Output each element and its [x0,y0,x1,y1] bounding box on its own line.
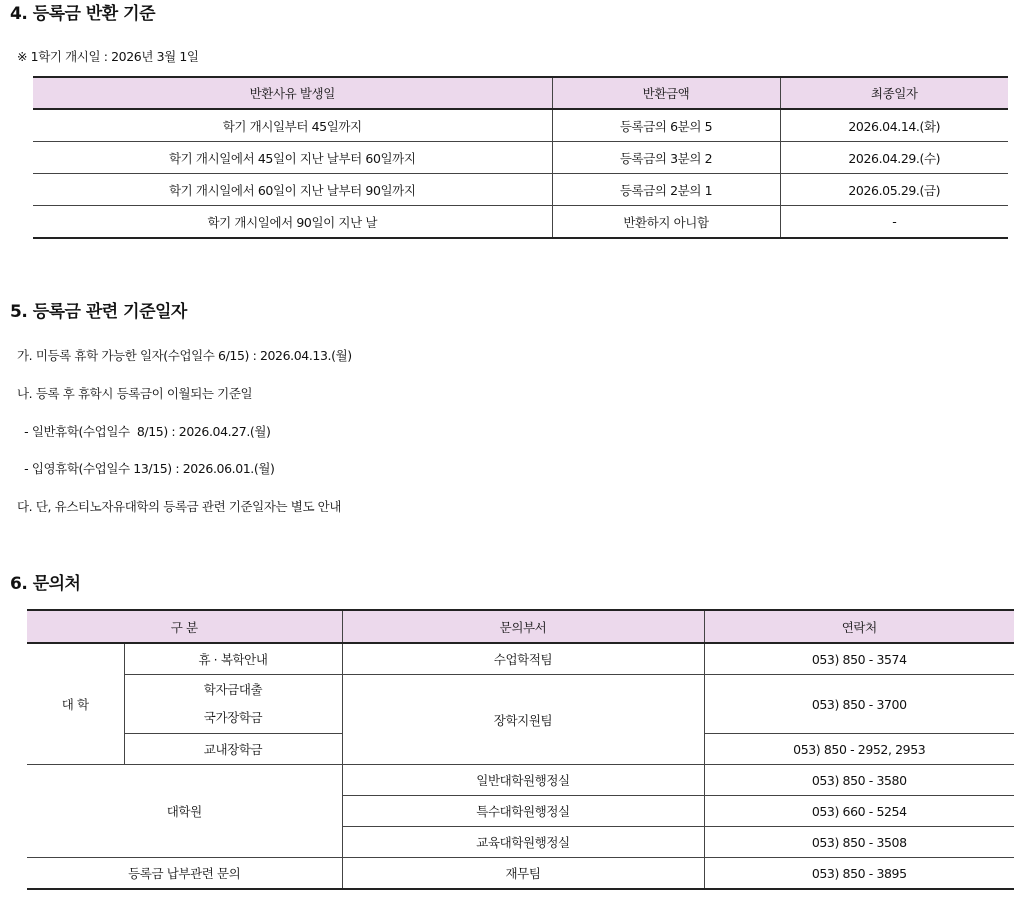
refund-amount-cell: 등록금의 6분의 5 [552,109,780,142]
final-date-cell: 2026.04.14.(화) [780,109,1008,142]
phone-cell: 053) 850 - 3700 [704,675,1014,734]
department-cell: 수업학적팀 [342,643,704,675]
header-refund-amount: 반환금액 [552,77,780,109]
header-department: 문의부서 [342,610,704,643]
list-item: - 입영휴학(수업일수 13/15) : 2026.06.01.(월) [17,461,275,476]
section6-title: 6. 문의처 [10,574,81,594]
phone-cell: 053) 850 - 2952, 2953 [704,734,1014,765]
contact-table [27,609,1014,890]
final-date-cell: - [780,206,1008,239]
list-item: 가. 미등록 휴학 가능한 일자(수업일수 6/15) : 2026.04.13.(월) [17,348,352,363]
refund-reason-cell: 학기 개시일에서 60일이 지난 날부터 90일까지 [33,174,552,206]
college-group-label: 대 학 [27,643,124,765]
refund-table [33,76,1008,239]
header-contact: 연락처 [704,610,1014,643]
department-cell: 재무팀 [342,858,704,890]
department-cell: 특수대학원행정실 [342,796,704,827]
refund-amount-cell: 등록금의 3분의 2 [552,142,780,174]
category-cell: 교내장학금 [124,734,342,765]
graduate-group-label: 대학원 [27,765,342,858]
final-date-cell: 2026.05.29.(금) [780,174,1008,206]
table-row [27,675,1014,734]
section4-title: 4. 등록금 반환 기준 [10,4,155,24]
table-row [33,109,1008,142]
category-cell: 휴 · 복학안내 [124,643,342,675]
phone-cell: 053) 660 - 5254 [704,796,1014,827]
table-row [33,206,1008,239]
table-row [27,643,1014,675]
table-row [33,174,1008,206]
department-cell: 장학지원팀 [342,675,704,765]
category-line: 국가장학금 [203,710,263,725]
refund-reason-cell: 학기 개시일부터 45일까지 [33,109,552,142]
phone-cell: 053) 850 - 3895 [704,858,1014,890]
header-refund-reason: 반환사유 발생일 [33,77,552,109]
table-row [33,142,1008,174]
category-cell [124,675,342,734]
table-row [27,858,1014,890]
phone-cell: 053) 850 - 3580 [704,765,1014,796]
list-item: 나. 등록 후 휴학시 등록금이 이월되는 기준일 [17,386,253,401]
header-final-date: 최종일자 [780,77,1008,109]
refund-amount-cell: 반환하지 아니함 [552,206,780,239]
semester-start-note: ※ 1학기 개시일 : 2026년 3월 1일 [17,49,199,64]
list-item: - 일반휴학(수업일수 8/15) : 2026.04.27.(월) [17,424,271,439]
refund-reason-cell: 학기 개시일에서 45일이 지난 날부터 60일까지 [33,142,552,174]
refund-reason-cell: 학기 개시일에서 90일이 지난 날 [33,206,552,239]
department-cell: 교육대학원행정실 [342,827,704,858]
table-header-row [33,77,1008,109]
table-row [27,765,1014,796]
phone-cell: 053) 850 - 3508 [704,827,1014,858]
list-item: 다. 단, 유스티노자유대학의 등록금 관련 기준일자는 별도 안내 [17,499,342,514]
department-cell: 일반대학원행정실 [342,765,704,796]
refund-amount-cell: 등록금의 2분의 1 [552,174,780,206]
phone-cell: 053) 850 - 3574 [704,643,1014,675]
header-category: 구 분 [27,610,342,643]
table-header-row [27,610,1014,643]
category-line: 학자금대출 [203,682,263,697]
tuition-inquiry-label: 등록금 납부관련 문의 [27,858,342,890]
section5-title: 5. 등록금 관련 기준일자 [10,302,187,322]
final-date-cell: 2026.04.29.(수) [780,142,1008,174]
